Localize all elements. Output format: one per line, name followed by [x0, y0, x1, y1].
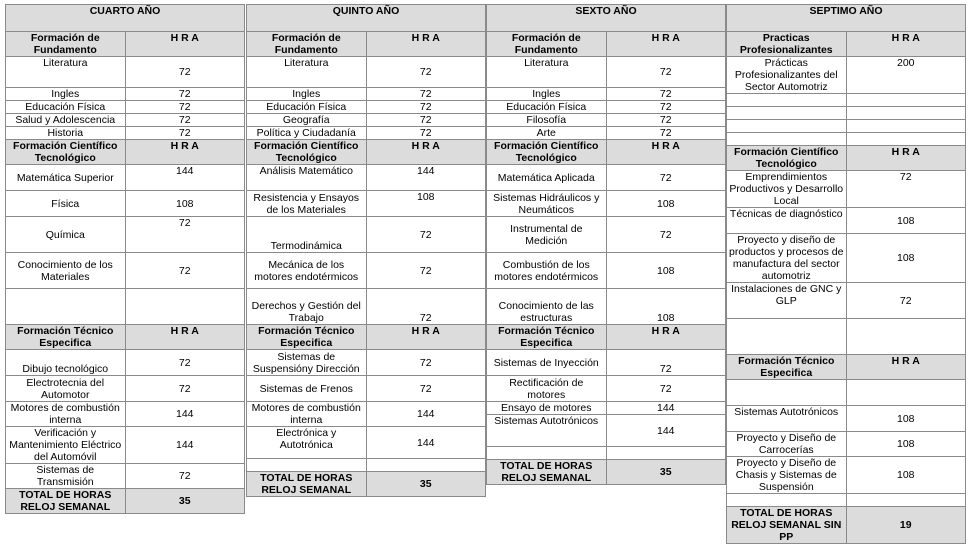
subject-hours: 72: [366, 253, 486, 289]
total-row: [727, 507, 966, 544]
hours-column-header: H R A: [125, 140, 245, 165]
hours-column-header: H R A: [846, 146, 966, 171]
subject-hours: [846, 380, 966, 406]
subject-name: Ingles: [247, 88, 367, 101]
hours-column-header: H R A: [846, 355, 966, 380]
section-header-row: [247, 325, 486, 350]
subject-name: Química: [6, 217, 126, 253]
subject-row: [487, 191, 726, 217]
subject-hours: 108: [606, 191, 726, 217]
subject-name: [727, 133, 847, 146]
subject-hours: 108: [606, 289, 726, 325]
section-header-row: [247, 140, 486, 165]
subject-name: Conocimiento de los Materiales: [6, 253, 126, 289]
subject-name: Combustión de los motores endotérmicos: [487, 253, 607, 289]
subject-row: [6, 191, 245, 217]
subject-hours: 144: [366, 402, 486, 427]
subject-row: [247, 253, 486, 289]
subject-row: [247, 127, 486, 140]
subject-hours: 72: [606, 376, 726, 402]
subject-row: [6, 88, 245, 101]
subject-name: Educación Física: [247, 101, 367, 114]
subject-hours: 72: [366, 376, 486, 402]
subject-row: [727, 234, 966, 283]
subject-hours: 72: [366, 57, 486, 88]
subject-name: Electrónica y Autotrónica: [247, 427, 367, 459]
subject-row: [247, 101, 486, 114]
subject-row: [727, 57, 966, 94]
subject-row: [727, 380, 966, 406]
subject-hours: 72: [606, 217, 726, 253]
subject-hours: 108: [846, 208, 966, 234]
subject-name: [727, 380, 847, 406]
subject-name: Sistemas Autotrónicos: [487, 415, 607, 447]
subject-row: [247, 217, 486, 253]
subject-row: [727, 319, 966, 355]
subject-row: [487, 447, 726, 460]
subject-row: [727, 432, 966, 457]
subject-name: Verificación y Mantenimiento Eléctrico del Automóvil: [6, 427, 126, 464]
subject-row: [727, 494, 966, 507]
subject-name: Motores de combustión interna: [6, 402, 126, 427]
subject-name: Conocimiento de las estructuras: [487, 289, 607, 325]
total-label: TOTAL DE HORAS RELOJ SEMANAL SIN PP: [727, 507, 847, 544]
subject-hours: 72: [606, 350, 726, 376]
subject-hours: [846, 107, 966, 120]
subject-name: [727, 94, 847, 107]
subject-hours: 72: [606, 101, 726, 114]
section-title: Formación Técnico Especifica: [487, 325, 607, 350]
subject-hours: 72: [366, 289, 486, 325]
subject-name: Sistemas de Frenos: [247, 376, 367, 402]
subject-name: Emprendimientos Productivos y Desarrollo Local: [727, 171, 847, 208]
subject-name: Dibujo tecnológico: [6, 350, 126, 376]
subject-hours: 72: [366, 217, 486, 253]
subject-row: [727, 406, 966, 432]
section-header-row: [247, 32, 486, 57]
subject-name: Mecánica de los motores endotérmicos: [247, 253, 367, 289]
subject-row: [6, 253, 245, 289]
subject-row: [6, 427, 245, 464]
year-title: QUINTO AÑO: [247, 5, 486, 32]
subject-row: [487, 350, 726, 376]
subject-row: [727, 208, 966, 234]
subject-row: [247, 57, 486, 88]
subject-row: [247, 114, 486, 127]
subject-name: [6, 289, 126, 325]
subject-name: Arte: [487, 127, 607, 140]
subject-name: Sistemas de Transmisión: [6, 464, 126, 489]
total-hours: 35: [606, 460, 726, 485]
section-header-row: [6, 325, 245, 350]
subject-name: Derechos y Gestión del Trabajo: [247, 289, 367, 325]
subject-hours: [846, 133, 966, 146]
section-title: Formación de Fundamento: [6, 32, 126, 57]
subjects-table: [246, 4, 486, 497]
subject-row: [727, 457, 966, 494]
section-header-row: [6, 140, 245, 165]
subjects-table: [726, 4, 966, 544]
subject-row: [487, 402, 726, 415]
subject-name: Salud y Adolescencia: [6, 114, 126, 127]
section-title: Practicas Profesionalizantes: [727, 32, 847, 57]
section-title: Formación Científico Tecnológico: [247, 140, 367, 165]
subject-row: [6, 101, 245, 114]
subject-row: [247, 402, 486, 427]
subject-hours: 72: [606, 165, 726, 191]
subject-row: [487, 376, 726, 402]
subject-hours: 144: [606, 415, 726, 447]
subject-hours: 72: [366, 88, 486, 101]
subject-hours: 72: [366, 114, 486, 127]
subject-hours: 144: [125, 165, 245, 191]
section-header-row: [487, 32, 726, 57]
total-row: [6, 489, 245, 514]
subject-row: [247, 350, 486, 376]
subject-row: [487, 253, 726, 289]
subject-name: Motores de combustión interna: [247, 402, 367, 427]
year-column: [486, 4, 726, 485]
subject-hours: 72: [125, 217, 245, 253]
subject-row: [727, 94, 966, 107]
total-row: [487, 460, 726, 485]
section-header-row: [727, 32, 966, 57]
subject-hours: 108: [125, 191, 245, 217]
subject-row: [487, 57, 726, 88]
year-column: [726, 4, 966, 544]
subject-name: Sistemas Autotrónicos: [727, 406, 847, 432]
subject-hours: 72: [125, 376, 245, 402]
section-title: Formación Científico Tecnológico: [487, 140, 607, 165]
subject-hours: 72: [846, 283, 966, 319]
subject-row: [727, 171, 966, 208]
subject-row: [247, 165, 486, 191]
total-label: TOTAL DE HORAS RELOJ SEMANAL: [487, 460, 607, 485]
subjects-table: [486, 4, 726, 485]
subject-row: [487, 217, 726, 253]
subject-name: Ensayo de motores: [487, 402, 607, 415]
subject-name: Proyecto y Diseño de Chasis y Sistemas de Suspensión: [727, 457, 847, 494]
hours-column-header: H R A: [606, 140, 726, 165]
total-hours: 35: [366, 472, 486, 497]
subject-name: Política y Ciudadanía: [247, 127, 367, 140]
subject-row: [487, 415, 726, 447]
hours-column-header: H R A: [606, 32, 726, 57]
subject-row: [6, 57, 245, 88]
subject-name: Ingles: [487, 88, 607, 101]
subject-name: [727, 120, 847, 133]
subject-name: Filosofía: [487, 114, 607, 127]
year-title: CUARTO AÑO: [6, 5, 245, 32]
subject-hours: 108: [606, 253, 726, 289]
subject-row: [247, 191, 486, 217]
total-hours: 35: [125, 489, 245, 514]
subject-hours: 108: [846, 234, 966, 283]
year-title: SEPTIMO AÑO: [727, 5, 966, 32]
subject-name: [727, 494, 847, 507]
subject-hours: [366, 459, 486, 472]
subject-row: [727, 120, 966, 133]
subject-name: Rectificación de motores: [487, 376, 607, 402]
total-label: TOTAL DE HORAS RELOJ SEMANAL: [6, 489, 126, 514]
subject-row: [6, 127, 245, 140]
subject-name: Ingles: [6, 88, 126, 101]
subject-name: Termodinámica: [247, 217, 367, 253]
hours-column-header: H R A: [125, 325, 245, 350]
section-title: Formación de Fundamento: [487, 32, 607, 57]
section-title: Formación de Fundamento: [247, 32, 367, 57]
section-title: Formación Científico Tecnológico: [6, 140, 126, 165]
subject-name: [727, 107, 847, 120]
section-title: Formación Técnico Especifica: [6, 325, 126, 350]
subject-hours: 108: [366, 191, 486, 217]
subject-name: [487, 447, 607, 460]
subject-name: Geografía: [247, 114, 367, 127]
subject-hours: 72: [606, 57, 726, 88]
subject-hours: 144: [366, 427, 486, 459]
hours-column-header: H R A: [125, 32, 245, 57]
subject-row: [6, 464, 245, 489]
subject-hours: [606, 447, 726, 460]
subject-name: Literatura: [487, 57, 607, 88]
subject-hours: [846, 319, 966, 355]
subject-hours: 144: [606, 402, 726, 415]
subject-row: [487, 88, 726, 101]
subject-row: [247, 88, 486, 101]
subject-row: [727, 283, 966, 319]
subject-row: [487, 101, 726, 114]
subject-name: Electrotecnia del Automotor: [6, 376, 126, 402]
subject-hours: [846, 494, 966, 507]
subject-name: Historia: [6, 127, 126, 140]
subject-row: [487, 165, 726, 191]
subject-name: Instalaciones de GNC y GLP: [727, 283, 847, 319]
subject-hours: [846, 120, 966, 133]
subject-row: [6, 114, 245, 127]
subject-row: [727, 133, 966, 146]
hours-column-header: H R A: [366, 140, 486, 165]
subject-hours: 108: [846, 457, 966, 494]
hours-column-header: H R A: [366, 325, 486, 350]
subject-row: [6, 165, 245, 191]
subject-hours: 72: [125, 253, 245, 289]
subject-name: Sistemas Hidráulicos y Neumáticos: [487, 191, 607, 217]
subject-row: [6, 217, 245, 253]
subject-name: Educación Física: [6, 101, 126, 114]
subject-row: [727, 107, 966, 120]
subject-hours: 72: [125, 127, 245, 140]
subject-hours: 144: [125, 402, 245, 427]
subject-row: [247, 376, 486, 402]
subject-hours: 72: [366, 127, 486, 140]
subject-name: Literatura: [247, 57, 367, 88]
subject-row: [6, 402, 245, 427]
subject-row: [6, 350, 245, 376]
year-column: [246, 4, 486, 497]
subject-hours: 72: [125, 101, 245, 114]
hours-column-header: H R A: [606, 325, 726, 350]
subject-row: [487, 289, 726, 325]
section-title: Formación Técnico Especifica: [727, 355, 847, 380]
subject-row: [487, 114, 726, 127]
subject-name: [247, 459, 367, 472]
subject-hours: 108: [846, 406, 966, 432]
section-title: Formación Técnico Especifica: [247, 325, 367, 350]
subject-name: [727, 319, 847, 355]
subject-name: Proyecto y Diseño de Carrocerías: [727, 432, 847, 457]
subject-name: Sistemas de Inyección: [487, 350, 607, 376]
subject-hours: 200: [846, 57, 966, 94]
subject-name: Prácticas Profesionalizantes del Sector Automotriz: [727, 57, 847, 94]
subject-name: Educación Física: [487, 101, 607, 114]
subject-hours: 144: [125, 427, 245, 464]
subject-row: [487, 127, 726, 140]
subject-name: Matemática Aplicada: [487, 165, 607, 191]
subject-hours: 72: [125, 464, 245, 489]
subject-row: [6, 289, 245, 325]
year-title: SEXTO AÑO: [487, 5, 726, 32]
section-header-row: [487, 140, 726, 165]
section-header-row: [727, 355, 966, 380]
subject-name: Literatura: [6, 57, 126, 88]
subject-hours: 72: [125, 88, 245, 101]
subject-name: Física: [6, 191, 126, 217]
subject-hours: 72: [366, 350, 486, 376]
total-hours: 19: [846, 507, 966, 544]
total-row: [247, 472, 486, 497]
subject-hours: 72: [606, 114, 726, 127]
subject-hours: 72: [606, 88, 726, 101]
subject-name: Análisis Matemático: [247, 165, 367, 191]
subject-hours: 108: [846, 432, 966, 457]
subject-hours: 72: [846, 171, 966, 208]
subject-row: [247, 289, 486, 325]
year-column: [5, 4, 245, 514]
subject-hours: 72: [606, 127, 726, 140]
subject-name: Técnicas de diagnóstico: [727, 208, 847, 234]
hours-column-header: H R A: [366, 32, 486, 57]
subject-hours: [846, 94, 966, 107]
hours-column-header: H R A: [846, 32, 966, 57]
subject-hours: [125, 289, 245, 325]
section-title: Formación Científico Tecnológico: [727, 146, 847, 171]
subjects-table: [5, 4, 245, 514]
subject-hours: 72: [125, 57, 245, 88]
subject-hours: 72: [366, 101, 486, 114]
total-label: TOTAL DE HORAS RELOJ SEMANAL: [247, 472, 367, 497]
subject-hours: 72: [125, 114, 245, 127]
subject-hours: 144: [366, 165, 486, 191]
subject-name: Matemática Superior: [6, 165, 126, 191]
subject-hours: 72: [125, 350, 245, 376]
subject-row: [247, 427, 486, 459]
section-header-row: [6, 32, 245, 57]
subject-name: Instrumental de Medición: [487, 217, 607, 253]
subject-name: Sistemas de Suspensióny Dirección: [247, 350, 367, 376]
subject-row: [6, 376, 245, 402]
section-header-row: [727, 146, 966, 171]
subject-name: Proyecto y diseño de productos y procesos de manufactura del sector automotriz: [727, 234, 847, 283]
subject-name: Resistencia y Ensayos de los Materiales: [247, 191, 367, 217]
subject-row: [247, 459, 486, 472]
section-header-row: [487, 325, 726, 350]
